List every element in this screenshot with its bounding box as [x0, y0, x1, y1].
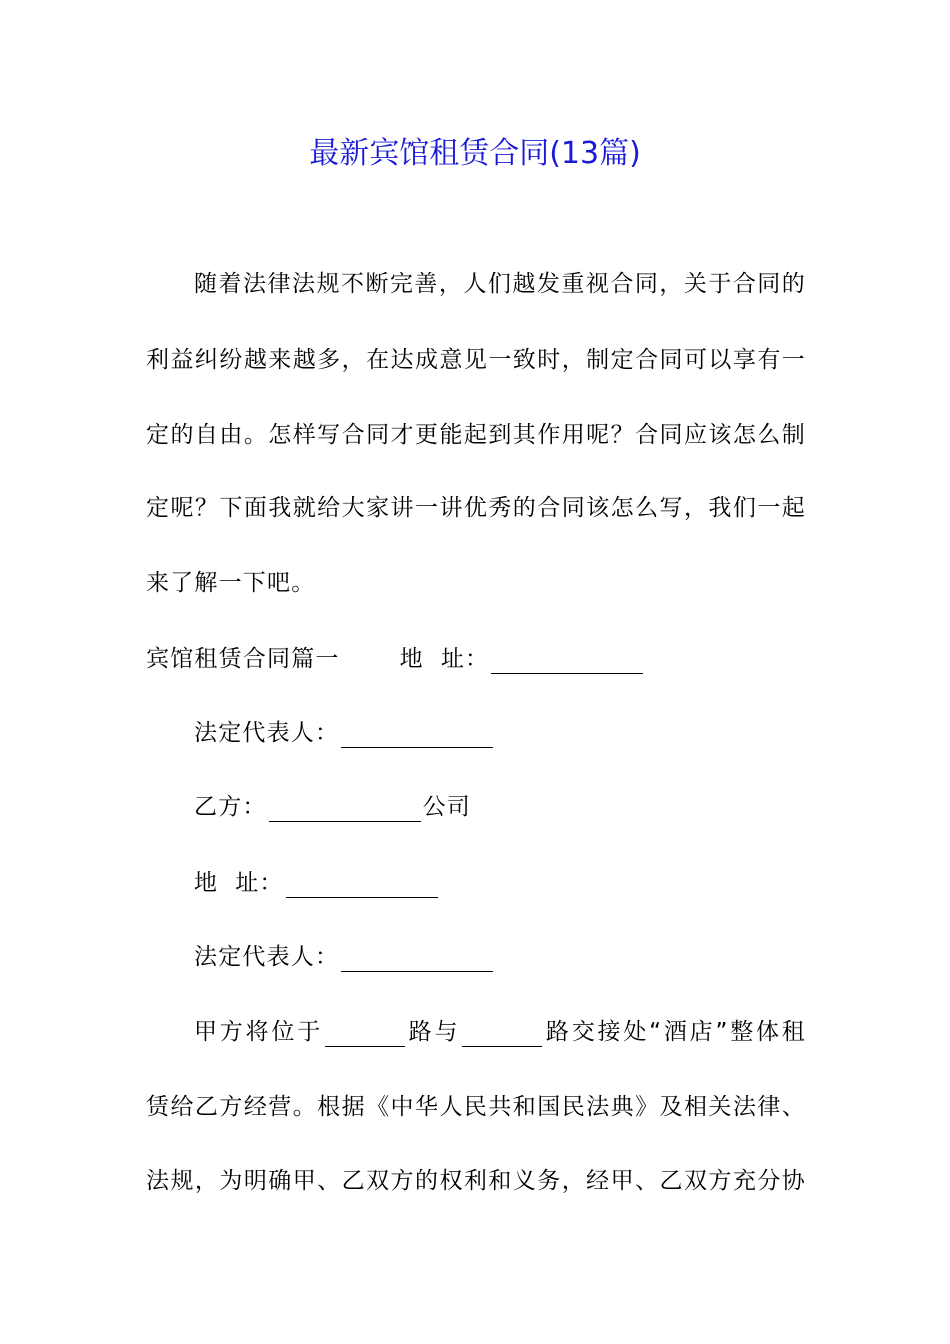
road-blank-1 — [325, 1020, 405, 1047]
party-b-rep-label: 法定代表人： — [194, 944, 340, 970]
intro-line-2: 利益纠纷越来越多，在达成意见一致时，制定合同可以享有一 — [146, 347, 806, 373]
party-b-suffix: 公司 — [422, 794, 472, 820]
body-line-1-part2: 路与 — [407, 1019, 461, 1045]
party-a-rep-blank — [341, 721, 493, 748]
intro-line-1: 随着法律法规不断完善，人们越发重视合同，关于合同的 — [194, 271, 806, 297]
body-line-1-part1: 甲方将位于 — [194, 1019, 324, 1045]
body-line-3: 法规，为明确甲、乙双方的权利和义务，经甲、乙双方充分协 — [146, 1168, 806, 1194]
page-title: 最新宾馆租赁合同(13篇) — [309, 136, 641, 171]
body-line-1-part3: 路交接处“酒店”整体租 — [544, 1019, 807, 1045]
body-line-2: 赁给乙方经营。根据《中华人民共和国民法典》及相关法律、 — [146, 1094, 806, 1120]
party-b-address-row — [194, 866, 806, 900]
intro-line-4: 定呢？下面我就给大家讲一讲优秀的合同该怎么写，我们一起 — [146, 495, 806, 521]
party-b-row — [194, 790, 806, 824]
intro-line-5: 来了解一下吧。 — [146, 570, 316, 596]
party-b-address-blank — [286, 871, 438, 898]
section-heading: 宾馆租赁合同篇一 — [146, 646, 340, 672]
party-b-rep-blank — [341, 945, 493, 972]
party-a-address-blank — [491, 647, 643, 674]
party-b-blank — [269, 795, 421, 822]
party-a-address-label: 地 址： — [399, 646, 490, 672]
road-blank-2 — [462, 1020, 542, 1047]
body-line-1 — [194, 1015, 806, 1049]
section-heading-row — [146, 642, 806, 676]
party-b-rep-row — [194, 940, 806, 974]
party-a-rep-label: 法定代表人： — [194, 720, 340, 746]
party-a-rep-row — [194, 716, 806, 750]
party-b-label: 乙方： — [194, 794, 267, 820]
intro-line-3: 定的自由。怎样写合同才更能起到其作用呢？合同应该怎么制 — [146, 422, 806, 448]
party-b-address-label: 地 址： — [194, 870, 284, 896]
